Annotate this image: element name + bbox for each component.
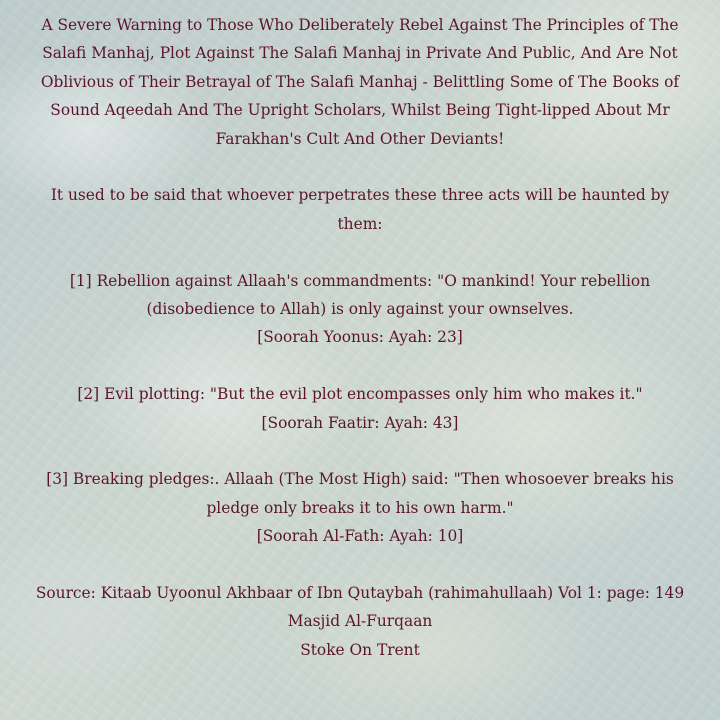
point-2-text: [2] Evil plotting: "But the evil plot encompasses only him who makes it.": [77, 385, 643, 404]
point-3: [22, 465, 698, 550]
intro-line: them:: [337, 214, 383, 233]
intro-paragraph: [22, 181, 698, 238]
point-1-text: [1] Rebellion against Allaah's commandments: "O mankind! Your rebellion: [69, 271, 651, 290]
title-line: Sound Aqeedah And The Upright Scholars, Whilst Being Tight-lipped About Mr: [50, 101, 670, 120]
title-heading: [22, 11, 698, 153]
source-footer: [22, 579, 698, 664]
point-1-reference: [Soorah Yoonus: Ayah: 23]: [257, 328, 463, 347]
point-1-text: (disobedience to Allah) is only against your ownselves.: [146, 300, 574, 319]
point-3-reference: [Soorah Al-Fath: Ayah: 10]: [256, 527, 464, 546]
title-line: Oblivious of Their Betrayal of The Salafi Manhaj - Belittling Some of The Books of: [40, 72, 680, 91]
title-line: Salafi Manhaj, Plot Against The Salafi Manhaj in Private And Public, And Are Not: [42, 44, 678, 63]
location-name: Stoke On Trent: [300, 640, 420, 659]
source-citation: Source: Kitaab Uyoonul Akhbaar of Ibn Qutaybah (rahimahullaah) Vol 1: page: 149: [35, 584, 685, 603]
intro-line: It used to be said that whoever perpetrates these three acts will be haunted by: [50, 186, 670, 205]
title-line: Farakhan's Cult And Other Deviants!: [215, 129, 505, 148]
point-3-text: pledge only breaks it to his own harm.": [206, 498, 514, 517]
point-2: [22, 380, 698, 437]
point-3-text: [3] Breaking pledges:. Allaah (The Most High) said: "Then whosoever breaks his: [46, 470, 674, 489]
point-2-reference: [Soorah Faatir: Ayah: 43]: [261, 413, 459, 432]
point-1: [22, 267, 698, 352]
title-line: A Severe Warning to Those Who Deliberately Rebel Against The Principles of The: [41, 16, 679, 34]
masjid-name: Masjid Al-Furqaan: [287, 612, 433, 631]
